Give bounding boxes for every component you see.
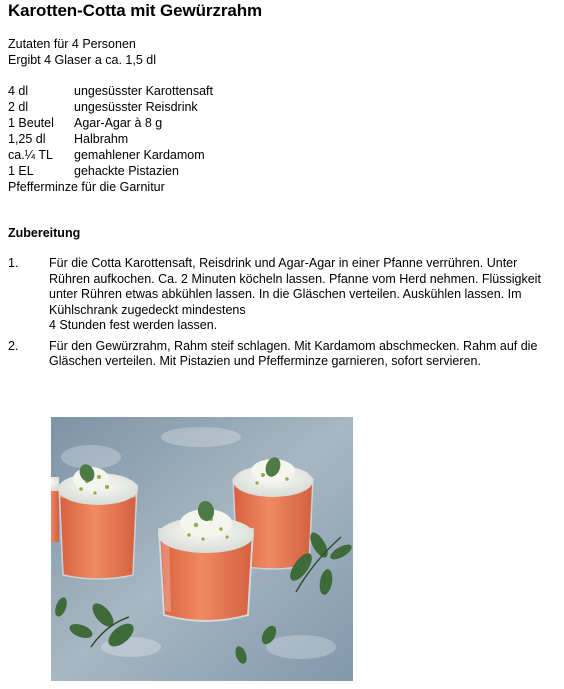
preparation-steps (8, 256, 558, 375)
ingredient-name: Halbrahm (74, 132, 129, 146)
ingredient-name: ungesüsster Karottensaft (74, 84, 213, 98)
ingredient-row (8, 163, 213, 179)
garnish-text: Pfefferminze für die Garnitur (8, 180, 165, 194)
recipe-title: Karotten-Cotta mit Gewürzrahm (8, 1, 263, 20)
ingredient-name: Agar-Agar à 8 g (74, 116, 163, 130)
step-item (8, 339, 558, 370)
ingredient-row (8, 99, 213, 115)
ingredient-row (8, 131, 213, 147)
ingredient-quantity: 1,25 dl (8, 132, 46, 146)
ingredient-name: ungesüsster Reisdrink (74, 100, 198, 114)
ingredient-quantity: 4 dl (8, 84, 29, 98)
ingredient-row (8, 83, 213, 99)
ingredient-name: gehackte Pistazien (74, 164, 179, 178)
yield-text: Ergibt 4 Glaser a ca. 1,5 dl (8, 53, 156, 67)
step-item (8, 256, 558, 334)
dessert-glass-left (51, 477, 59, 542)
servings-text: Zutaten für 4 Personen (8, 37, 136, 51)
dessert-glass-back-left (58, 462, 138, 579)
step-text: Für die Cotta Karottensaft, Reisdrink und Agar-Agar in einer Pfanne verrühren. Unter Rühren aufkochen. Ca. 2 Minuten köcheln lassen. Pfanne vom Herd nehmen. Flüssigkeit unter Rühren etwas abkühlen lassen. In die Gläschen verteilen. Auskühlen lassen. Im Kühlschrank zugedeckt mindestens 4 Stunden fest werden lassen. (49, 256, 541, 332)
ingredient-list (8, 83, 213, 195)
step-text: Für den Gewürzrahm, Rahm steif schlagen. Mit Kardamom abschmecken. Rahm auf die Gläschen verteilen. Mit Pistazien und Pfefferminze garnieren, sofort servieren. (49, 338, 538, 368)
step-number: 2. (8, 338, 19, 353)
preparation-heading: Zubereitung (8, 226, 81, 240)
ingredient-row (8, 115, 213, 131)
ingredient-quantity: 2 dl (8, 100, 29, 114)
ingredient-row (8, 147, 213, 163)
recipe-intro (8, 36, 156, 68)
ingredient-name: gemahlener Kardamom (74, 148, 205, 162)
step-number: 1. (8, 256, 19, 270)
recipe-photo (51, 417, 353, 681)
ingredient-quantity: ca.¼ TL (8, 148, 53, 162)
ingredient-quantity: 1 Beutel (8, 116, 54, 130)
ingredient-quantity: 1 EL (8, 164, 34, 178)
